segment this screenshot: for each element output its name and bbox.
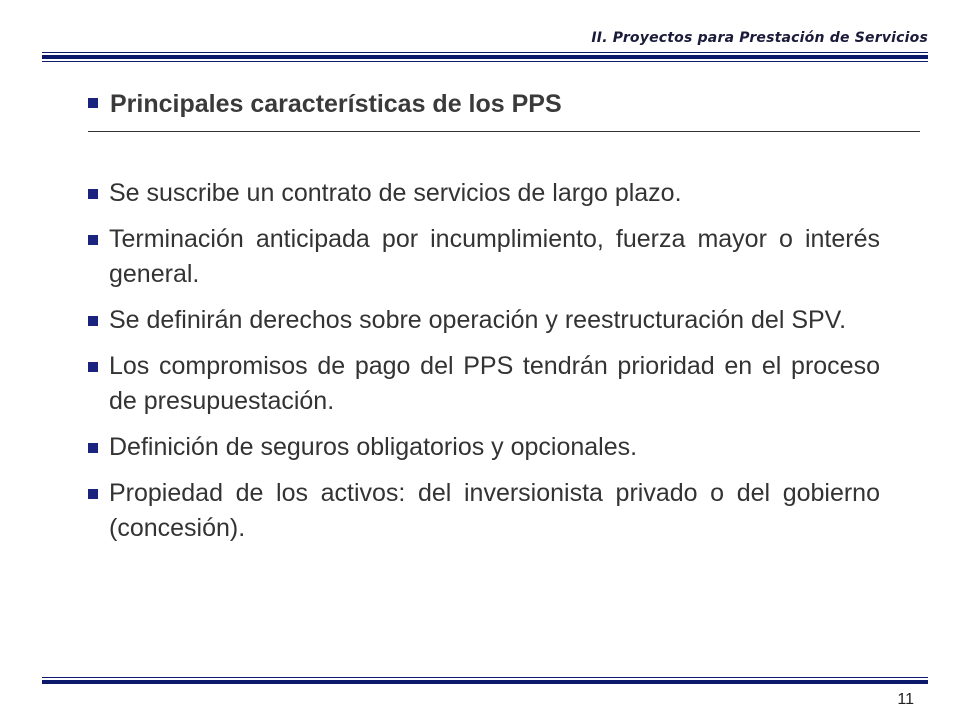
list-item (88, 222, 880, 292)
square-bullet-icon (88, 189, 98, 199)
list-item-text: Se suscribe un contrato de servicios de largo plazo. (109, 179, 682, 207)
header-divider-thin-bottom (42, 61, 928, 62)
page-number: 11 (897, 691, 914, 708)
list-item-text: Terminación anticipada por incumplimiento, fuerza mayor o interés general. (109, 225, 880, 288)
list-item (88, 303, 880, 338)
footer-divider (42, 677, 928, 685)
square-bullet-icon (88, 235, 98, 245)
list-item-text: Se definirán derechos sobre operación y reestructuración del SPV. (109, 306, 847, 334)
square-bullet-icon (88, 98, 98, 108)
square-bullet-icon (88, 489, 98, 499)
square-bullet-icon (88, 362, 98, 372)
section-heading (88, 90, 562, 119)
list-item (88, 176, 880, 211)
header-divider-thick (42, 55, 928, 59)
header-divider (42, 52, 928, 62)
list-item-text: Los compromisos de pago del PPS tendrán prioridad en el proceso de presupuestación. (109, 352, 880, 415)
list-item (88, 430, 880, 465)
footer-divider-thin-top (42, 677, 928, 678)
list-item-text: Definición de seguros obligatorios y opcionales. (109, 433, 638, 461)
square-bullet-icon (88, 443, 98, 453)
list-item-text: Propiedad de los activos: del inversionista privado o del gobierno (concesión). (109, 479, 880, 542)
section-heading-text: Principales características de los PPS (110, 90, 562, 118)
section-header-title: II. Proyectos para Prestación de Servicios (591, 30, 928, 46)
square-bullet-icon (88, 316, 98, 326)
list-item (88, 349, 880, 419)
footer-divider-thick (42, 680, 928, 684)
heading-underline (88, 131, 920, 132)
header-divider-thin-top (42, 52, 928, 53)
list-item (88, 476, 880, 546)
bullet-list (88, 176, 880, 557)
